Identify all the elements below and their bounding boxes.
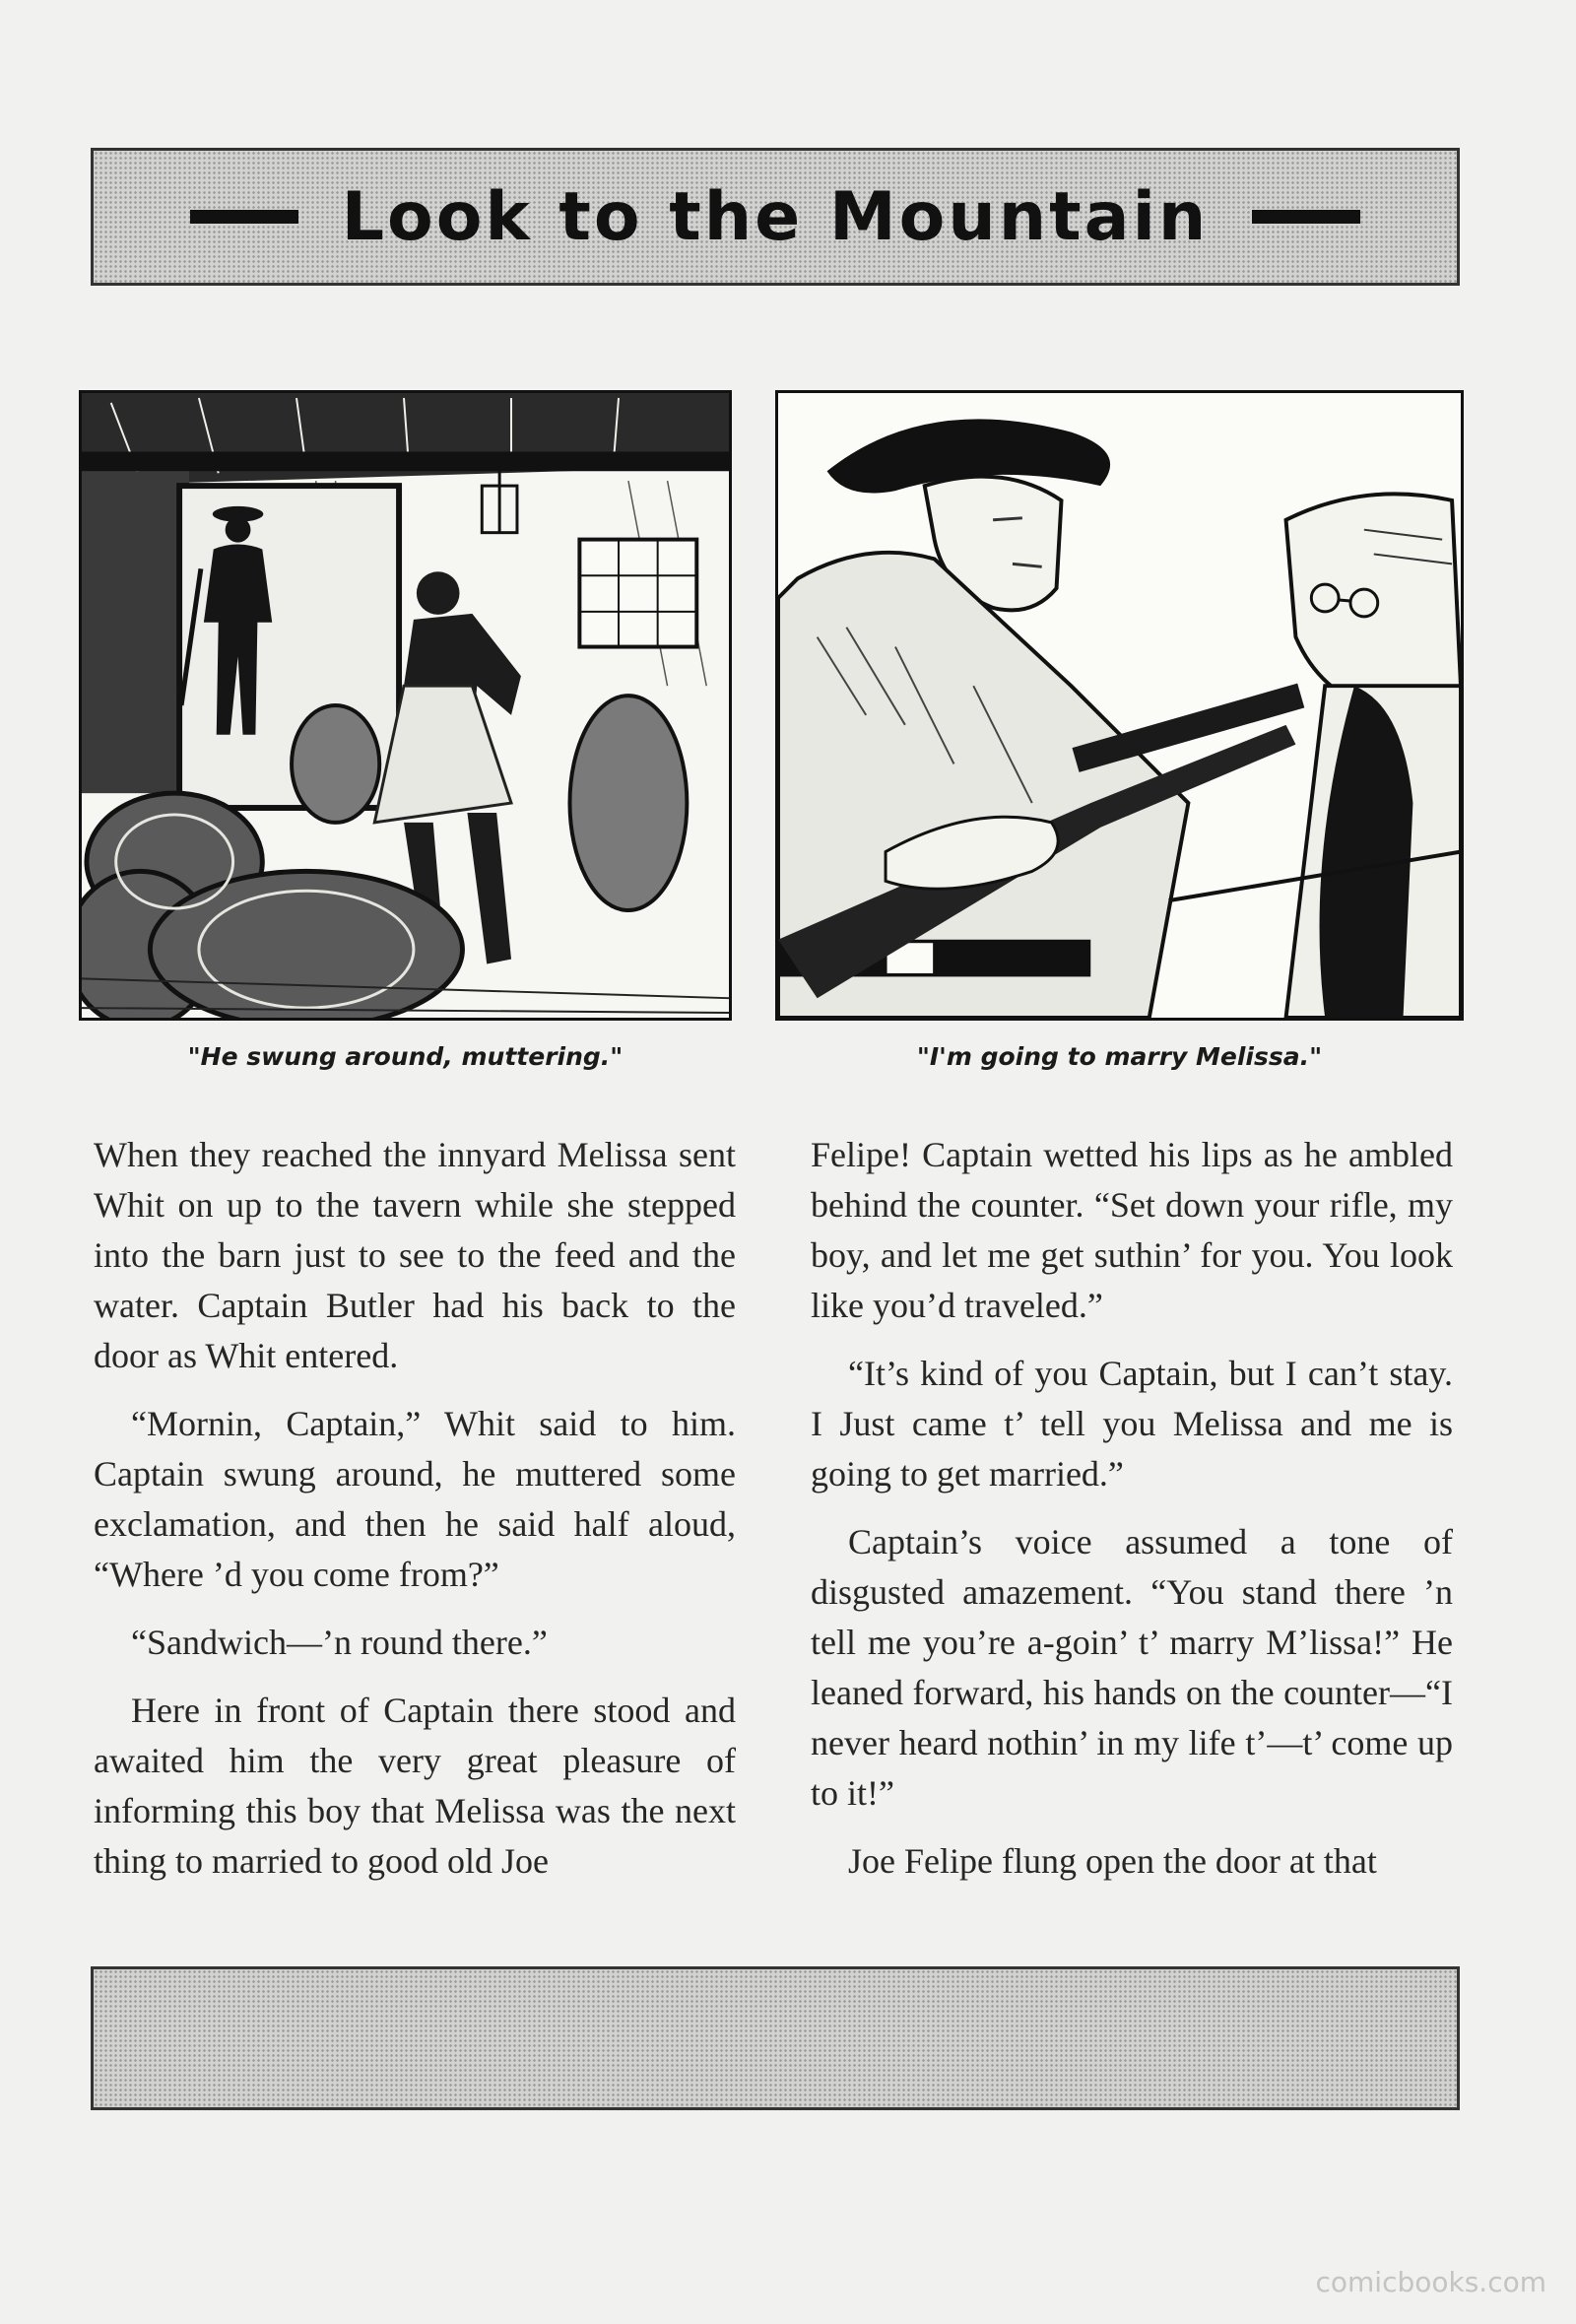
footer-band: [91, 1966, 1460, 2110]
story-column-left: [94, 1130, 736, 1918]
banner-rule-left: [190, 210, 298, 224]
paragraph: “Sandwich—’n round there.”: [131, 1623, 548, 1662]
paragraph: When they reached the innyard Melissa sent Whit on up to the tavern while she stepped into the barn just to see to the feed and the water. Captain Butler had his back to the door as Whit entered.: [94, 1135, 736, 1375]
story-title: Look to the Mountain: [341, 177, 1210, 256]
illustration-left: [79, 390, 732, 1021]
paragraph: Felipe! Captain wetted his lips as he ambled behind the counter. “Set down your rifle, my boy, and let me get suthin’ for you. You look like you’d traveled.”: [811, 1135, 1453, 1325]
paragraph: “Mornin, Captain,” Whit said to him. Captain swung around, he muttered some exclamation, and then he said half aloud, “Where ’d you come from?”: [94, 1404, 736, 1594]
paragraph: Captain’s voice assumed a tone of disgusted amazement. “You stand there ’n tell me you’re a-goin’ t’ marry M’lissa!” He leaned forward, his hands on the counter—“I never heard nothin’ in my life t’—t’ come up to it!”: [811, 1522, 1453, 1813]
story-column-right: [811, 1130, 1453, 1918]
paragraph: Joe Felipe flung open the door at that: [848, 1841, 1377, 1881]
illustration-right: [775, 390, 1464, 1021]
rifle-spyglass-illustration-icon: [778, 393, 1461, 1018]
tavern-cellar-illustration-icon: [82, 393, 729, 1018]
watermark: comicbooks.com: [1315, 2266, 1546, 2298]
paragraph: Here in front of Captain there stood and awaited him the very great pleasure of informing this boy that Melissa was the next thing to married to good old Joe: [94, 1691, 736, 1881]
title-banner: [91, 148, 1460, 286]
caption-right: "I'm going to marry Melissa.": [916, 1042, 1323, 1071]
caption-left: "He swung around, muttering.": [187, 1042, 624, 1071]
paragraph: “It’s kind of you Captain, but I can’t stay. I Just came t’ tell you Melissa and me is going to get married.”: [811, 1354, 1453, 1494]
banner-rule-right: [1252, 210, 1360, 224]
